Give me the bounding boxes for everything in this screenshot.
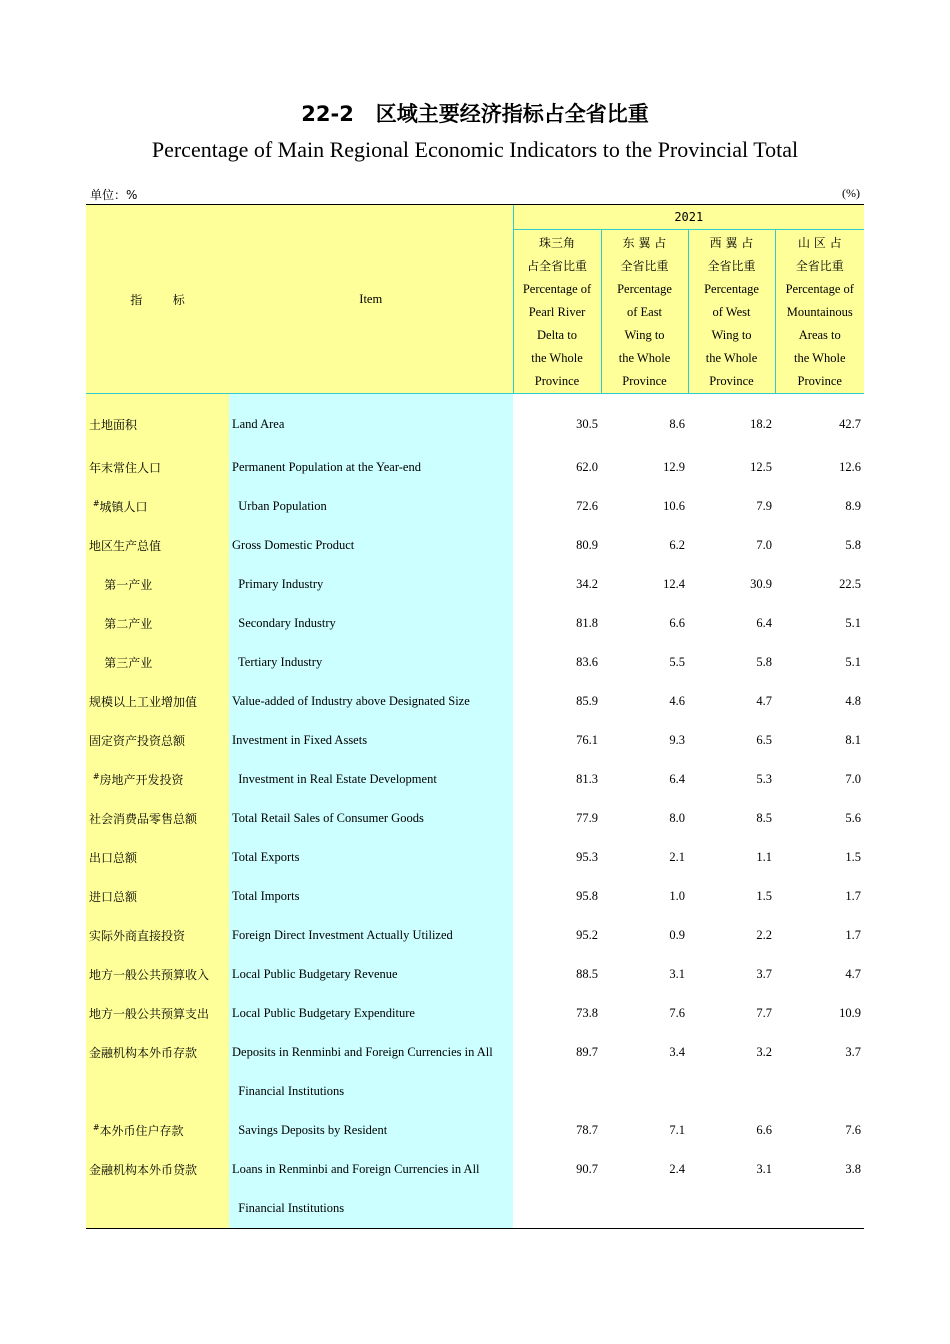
row-indicator-cn bbox=[86, 643, 229, 682]
row-indicator-cn bbox=[86, 955, 229, 994]
unit-label: 单位：% bbox=[90, 188, 138, 202]
row-value: 72.6 bbox=[576, 499, 598, 513]
row-value: 5.1 bbox=[845, 616, 862, 630]
row-value: 95.2 bbox=[576, 928, 598, 942]
row-indicator-cn bbox=[86, 604, 229, 643]
table-row bbox=[86, 643, 864, 682]
row-value: 85.9 bbox=[576, 694, 598, 708]
header-column-line: Percentage of bbox=[522, 282, 592, 296]
row-item-en: Urban Population bbox=[229, 487, 513, 526]
row-value: 8.6 bbox=[669, 416, 685, 431]
row-indicator-cn-text: 金融机构本外币存款 bbox=[89, 1046, 198, 1060]
row-value: 3.7 bbox=[756, 967, 772, 981]
row-indicator-cn-text: 实际外商直接投资 bbox=[89, 929, 186, 943]
row-indicator-cn bbox=[86, 877, 229, 916]
row-indicator-cn bbox=[86, 721, 229, 760]
row-value: 5.8 bbox=[845, 538, 862, 552]
row-value: 3.2 bbox=[756, 1045, 772, 1059]
row-indicator-cn-text: 第一产业 bbox=[89, 578, 153, 592]
row-indicator-cn-text: 金融机构本外币贷款 bbox=[89, 1163, 198, 1177]
row-value: 1.0 bbox=[669, 889, 685, 903]
table-row bbox=[86, 565, 864, 604]
row-value: 12.9 bbox=[663, 460, 685, 474]
row-value bbox=[513, 1189, 601, 1229]
row-value: 77.9 bbox=[576, 811, 598, 825]
row-value: 78.7 bbox=[576, 1123, 598, 1137]
header-column-line: Province bbox=[709, 374, 754, 388]
row-value: 9.3 bbox=[669, 733, 685, 747]
header-year: 2021 bbox=[513, 205, 864, 230]
header-indicator-cn: 指 标 bbox=[86, 205, 229, 394]
row-value bbox=[688, 1072, 775, 1111]
row-value bbox=[775, 1189, 864, 1229]
row-item-en: Secondary Industry bbox=[229, 604, 513, 643]
row-value: 34.2 bbox=[576, 577, 598, 591]
header-column-3 bbox=[688, 230, 775, 394]
row-indicator-cn bbox=[86, 394, 229, 449]
header-column-line: Province bbox=[622, 374, 667, 388]
row-item-en: Local Public Budgetary Expenditure bbox=[229, 994, 513, 1033]
table-row bbox=[86, 1150, 864, 1189]
row-item-en: Local Public Budgetary Revenue bbox=[229, 955, 513, 994]
header-column-line: Pearl River bbox=[528, 305, 586, 319]
row-value bbox=[513, 1072, 601, 1111]
subitem-mark: # bbox=[92, 499, 100, 508]
header-column-line: Delta to bbox=[537, 328, 577, 342]
row-value: 0.9 bbox=[669, 928, 685, 942]
row-value: 1.1 bbox=[756, 850, 772, 864]
header-column-line: the Whole bbox=[794, 351, 846, 365]
row-value bbox=[775, 1072, 864, 1111]
header-column-line: of East bbox=[626, 305, 663, 319]
header-item-en: Item bbox=[229, 205, 513, 394]
row-value: 12.6 bbox=[839, 460, 862, 474]
header-column-line: Province bbox=[797, 374, 842, 388]
table-row bbox=[86, 760, 864, 799]
row-value: 1.7 bbox=[845, 928, 862, 942]
header-column-line: of West bbox=[712, 305, 751, 319]
row-indicator-cn-text: 第三产业 bbox=[89, 656, 153, 670]
row-item-en: Total Exports bbox=[229, 838, 513, 877]
row-value: 5.1 bbox=[845, 655, 862, 669]
row-indicator-cn-text: 进口总额 bbox=[89, 890, 138, 904]
table-row bbox=[86, 487, 864, 526]
row-indicator-cn-text: 地方一般公共预算收入 bbox=[89, 968, 210, 982]
row-value: 7.0 bbox=[756, 538, 772, 552]
header-column-line: Wing to bbox=[624, 328, 665, 342]
table-row bbox=[86, 721, 864, 760]
row-indicator-cn-text: 固定资产投资总额 bbox=[89, 734, 186, 748]
row-value: 5.8 bbox=[756, 655, 772, 669]
row-value: 5.6 bbox=[845, 811, 862, 825]
row-indicator-cn bbox=[86, 448, 229, 487]
header-column-line: 占全省比重 bbox=[526, 259, 587, 273]
row-value bbox=[688, 1189, 775, 1229]
row-value: 81.8 bbox=[576, 616, 598, 630]
table-row bbox=[86, 604, 864, 643]
row-item-en: Total Retail Sales of Consumer Goods bbox=[229, 799, 513, 838]
row-indicator-cn bbox=[86, 799, 229, 838]
row-value: 7.1 bbox=[669, 1123, 685, 1137]
row-indicator-cn bbox=[86, 838, 229, 877]
row-indicator-cn-text: 出口总额 bbox=[89, 851, 138, 865]
row-indicator-cn-text: 城镇人口 bbox=[99, 500, 148, 514]
row-value: 88.5 bbox=[576, 967, 598, 981]
header-column-4 bbox=[775, 230, 864, 394]
header-column-line: Percentage of bbox=[785, 282, 854, 296]
header-column-line: the Whole bbox=[705, 351, 758, 365]
row-item-en: Primary Industry bbox=[229, 565, 513, 604]
row-value: 76.1 bbox=[576, 733, 598, 747]
header-column-line: 全省比重 bbox=[620, 259, 669, 273]
row-indicator-cn bbox=[86, 526, 229, 565]
table-row bbox=[86, 526, 864, 565]
row-value: 7.6 bbox=[669, 1006, 685, 1020]
row-indicator-cn bbox=[86, 1072, 229, 1111]
row-item-en: Foreign Direct Investment Actually Utilized bbox=[229, 916, 513, 955]
row-item-en: Land Area bbox=[229, 394, 513, 449]
row-value: 7.9 bbox=[756, 499, 772, 513]
row-value: 7.7 bbox=[756, 1006, 772, 1020]
unit-percent-label: (%) bbox=[842, 186, 860, 200]
table-row bbox=[86, 1111, 864, 1150]
row-value: 89.7 bbox=[576, 1045, 598, 1059]
row-indicator-cn-text: 土地面积 bbox=[89, 417, 138, 432]
row-item-en: Loans in Renminbi and Foreign Currencies in All bbox=[229, 1150, 513, 1189]
row-indicator-cn-text: 年末常住人口 bbox=[89, 461, 162, 475]
row-value bbox=[601, 1189, 688, 1229]
row-value: 4.8 bbox=[845, 694, 862, 708]
row-value: 12.5 bbox=[750, 460, 772, 474]
row-indicator-cn bbox=[86, 1111, 229, 1150]
row-indicator-cn bbox=[86, 565, 229, 604]
table-row bbox=[86, 955, 864, 994]
table-row bbox=[86, 448, 864, 487]
row-value: 10.9 bbox=[839, 1006, 862, 1020]
row-value: 7.6 bbox=[845, 1123, 862, 1137]
row-value: 83.6 bbox=[576, 655, 598, 669]
table-row bbox=[86, 877, 864, 916]
row-value: 7.0 bbox=[845, 772, 862, 786]
row-value: 1.5 bbox=[845, 850, 862, 864]
row-value: 2.2 bbox=[756, 928, 772, 942]
row-value: 6.4 bbox=[756, 616, 772, 630]
row-item-en: Deposits in Renminbi and Foreign Currencies in All bbox=[229, 1033, 513, 1072]
row-value: 5.3 bbox=[756, 772, 772, 786]
row-value: 5.5 bbox=[669, 655, 685, 669]
row-value: 30.5 bbox=[576, 416, 598, 431]
row-value: 90.7 bbox=[576, 1162, 598, 1176]
header-column-line: the Whole bbox=[531, 351, 583, 365]
table-row bbox=[86, 994, 864, 1033]
row-item-en: Investment in Fixed Assets bbox=[229, 721, 513, 760]
row-item-en: Financial Institutions bbox=[229, 1189, 513, 1229]
row-indicator-cn-text: 地区生产总值 bbox=[89, 539, 162, 553]
row-value: 18.2 bbox=[750, 416, 772, 431]
row-value: 3.1 bbox=[756, 1162, 772, 1176]
row-value: 95.3 bbox=[576, 850, 598, 864]
table-row bbox=[86, 1189, 864, 1229]
table-row bbox=[86, 799, 864, 838]
table-row bbox=[86, 394, 864, 449]
row-value: 8.9 bbox=[845, 499, 862, 513]
row-indicator-cn-text: 规模以上工业增加值 bbox=[89, 695, 198, 709]
row-indicator-cn bbox=[86, 760, 229, 799]
header-column-line: Percentage bbox=[617, 282, 672, 296]
header-column-line: 东 翼 占 bbox=[622, 236, 667, 250]
row-value: 95.8 bbox=[576, 889, 598, 903]
header-column-line: Mountainous bbox=[786, 305, 853, 319]
row-value: 3.1 bbox=[669, 967, 685, 981]
row-item-en: Total Imports bbox=[229, 877, 513, 916]
row-indicator-cn-text: 第二产业 bbox=[89, 617, 153, 631]
page-title-cn: 22-2 区域主要经济指标占全省比重 bbox=[301, 102, 649, 126]
row-item-en: Value-added of Industry above Designated Size bbox=[229, 682, 513, 721]
row-item-en: Savings Deposits by Resident bbox=[229, 1111, 513, 1150]
row-value: 62.0 bbox=[576, 460, 598, 474]
subitem-mark: # bbox=[92, 772, 100, 781]
row-item-en: Financial Institutions bbox=[229, 1072, 513, 1111]
row-indicator-cn bbox=[86, 1033, 229, 1072]
table-row bbox=[86, 682, 864, 721]
row-value: 6.2 bbox=[669, 538, 685, 552]
table-row bbox=[86, 1072, 864, 1111]
row-value: 22.5 bbox=[839, 577, 862, 591]
row-indicator-cn-text: 房地产开发投资 bbox=[99, 773, 184, 787]
row-value: 80.9 bbox=[576, 538, 598, 552]
header-column-line: Province bbox=[534, 374, 580, 388]
table-header bbox=[86, 205, 864, 394]
row-indicator-cn-text: 本外币住户存款 bbox=[99, 1124, 184, 1138]
row-indicator-cn bbox=[86, 487, 229, 526]
header-column-line: the Whole bbox=[618, 351, 671, 365]
subitem-mark: # bbox=[92, 1123, 100, 1132]
row-indicator-cn bbox=[86, 916, 229, 955]
row-value: 6.6 bbox=[669, 616, 685, 630]
row-item-en: Tertiary Industry bbox=[229, 643, 513, 682]
row-value: 3.8 bbox=[845, 1162, 862, 1176]
row-value: 1.7 bbox=[845, 889, 862, 903]
header-column-line: 珠三角 bbox=[538, 236, 575, 250]
header-column-line: Percentage bbox=[704, 282, 759, 296]
row-value: 8.1 bbox=[845, 733, 862, 747]
row-value: 81.3 bbox=[576, 772, 598, 786]
table-row bbox=[86, 916, 864, 955]
row-value: 2.1 bbox=[669, 850, 685, 864]
row-indicator-cn-text: 地方一般公共预算支出 bbox=[89, 1007, 210, 1021]
row-item-en: Permanent Population at the Year-end bbox=[229, 448, 513, 487]
row-value: 42.7 bbox=[839, 416, 862, 431]
row-value: 30.9 bbox=[750, 577, 772, 591]
row-value: 10.6 bbox=[663, 499, 685, 513]
header-column-2 bbox=[601, 230, 688, 394]
row-value: 2.4 bbox=[669, 1162, 685, 1176]
row-value: 73.8 bbox=[576, 1006, 598, 1020]
page-title-en: Percentage of Main Regional Economic Indicators to the Provincial Total bbox=[151, 137, 799, 162]
header-column-line: 山 区 占 bbox=[797, 236, 842, 250]
row-value: 8.5 bbox=[756, 811, 772, 825]
table-row bbox=[86, 838, 864, 877]
row-indicator-cn-text: 社会消费品零售总额 bbox=[89, 812, 198, 826]
row-indicator-cn bbox=[86, 1189, 229, 1229]
row-value: 6.6 bbox=[756, 1123, 772, 1137]
row-value: 3.7 bbox=[845, 1045, 862, 1059]
row-value: 1.5 bbox=[756, 889, 772, 903]
row-indicator-cn bbox=[86, 994, 229, 1033]
row-item-en: Gross Domestic Product bbox=[229, 526, 513, 565]
row-value: 12.4 bbox=[663, 577, 685, 591]
header-column-line: Wing to bbox=[711, 328, 752, 342]
table-body bbox=[86, 394, 864, 1229]
row-value: 8.0 bbox=[669, 811, 685, 825]
row-value bbox=[601, 1072, 688, 1111]
row-indicator-cn bbox=[86, 1150, 229, 1189]
row-value: 4.7 bbox=[845, 967, 862, 981]
row-item-en: Investment in Real Estate Development bbox=[229, 760, 513, 799]
header-column-1 bbox=[513, 230, 601, 394]
header-column-line: 西 翼 占 bbox=[709, 236, 754, 250]
header-column-line: 全省比重 bbox=[795, 259, 844, 273]
row-value: 6.4 bbox=[669, 772, 685, 786]
row-indicator-cn bbox=[86, 682, 229, 721]
header-column-line: Areas to bbox=[798, 328, 841, 342]
table-row bbox=[86, 1033, 864, 1072]
indicator-table bbox=[86, 204, 864, 1229]
row-value: 3.4 bbox=[669, 1045, 685, 1059]
row-value: 6.5 bbox=[756, 733, 772, 747]
row-value: 4.6 bbox=[669, 694, 685, 708]
header-column-line: 全省比重 bbox=[707, 259, 756, 273]
row-value: 4.7 bbox=[756, 694, 772, 708]
